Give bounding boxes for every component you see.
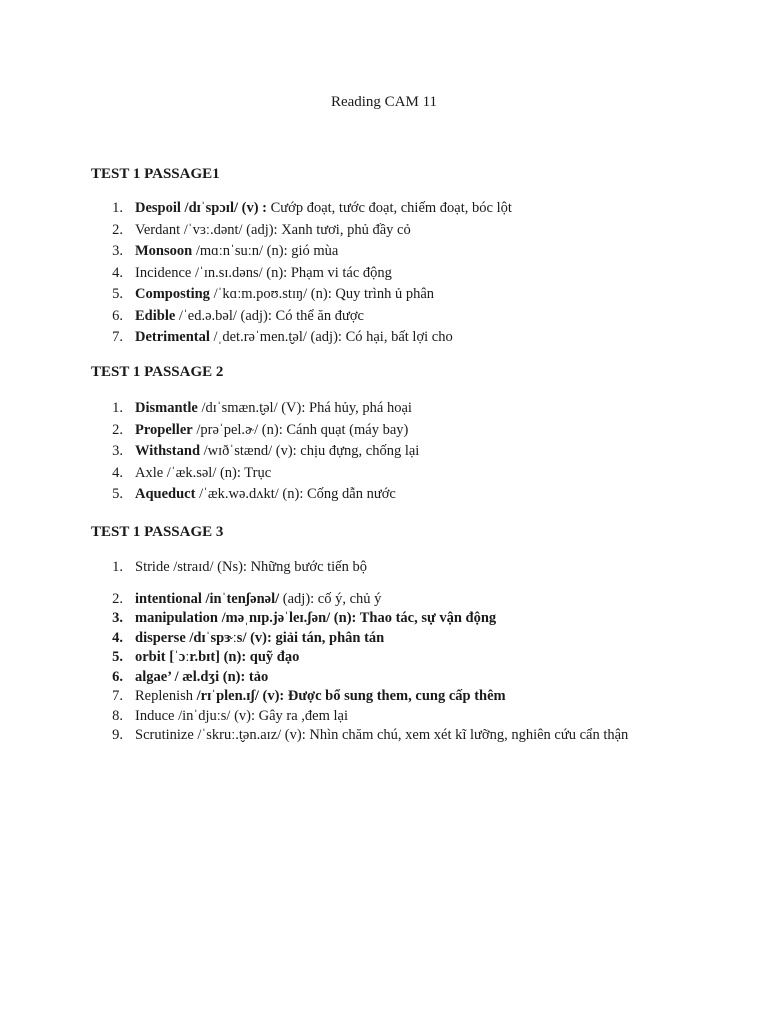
vocab-word: disperse /dɪˈspɝːs/ (v): giải tán, phân tán — [135, 629, 385, 646]
item-number: 8. — [112, 707, 123, 724]
item-number: 1. — [112, 400, 123, 416]
vocab-item — [91, 648, 691, 668]
vocab-word: Incidence /ˈɪn.sɪ.dəns/ (n): Phạm vi tác động — [135, 264, 392, 281]
vocab-word: algae’ / æl.dʒi (n): tảo — [135, 668, 269, 685]
vocab-item — [91, 220, 691, 242]
vocab-definition: /prəˈpel.ɚ/ (n): Cánh quạt (máy bay) — [192, 421, 409, 438]
vocab-item — [91, 668, 691, 688]
section-heading-passage-2: TEST 1 PASSAGE 2 — [91, 364, 224, 380]
item-number: 4. — [112, 264, 123, 281]
vocab-word: orbit [ˈɔːr.bɪt] (n): quỹ đạo — [135, 649, 300, 665]
vocab-word: Despoil /dɪˈspɔɪl/ (v) : — [135, 200, 267, 216]
vocab-word: manipulation /məˌnɪp.jəˈleɪ.ʃən/ (n): Thao tác, sự vận động — [135, 610, 497, 626]
vocab-word: Withstand — [135, 443, 201, 459]
item-number: 7. — [112, 329, 123, 345]
vocab-item — [91, 241, 691, 263]
vocab-word-plain: Replenish — [135, 688, 197, 704]
vocab-item — [91, 398, 691, 420]
vocab-word: Verdant /ˈvɜː.dənt/ (adj): Xanh tươi, phủ đầy cỏ — [135, 221, 411, 238]
item-number: 6. — [112, 307, 123, 324]
vocab-word: intentional /inˈtenʃənəl/ — [135, 590, 280, 607]
document-title: Reading CAM 11 — [330, 94, 438, 110]
vocab-definition: /mɑːnˈsuːn/ (n): gió mùa — [192, 243, 339, 259]
vocab-item — [91, 463, 691, 485]
vocab-definition: /wɪðˈstænd/ (v): chịu đựng, chống lại — [200, 443, 420, 459]
vocab-item — [91, 263, 691, 285]
item-number: 5. — [112, 649, 123, 665]
item-number: 7. — [112, 688, 123, 704]
vocab-item — [91, 441, 691, 463]
vocab-definition: Cướp đoạt, tước đoạt, chiếm đoạt, bóc lột — [267, 200, 512, 216]
item-number: 3. — [112, 443, 123, 459]
vocab-item — [91, 327, 691, 349]
vocab-item — [91, 707, 691, 727]
item-number: 4. — [112, 464, 123, 481]
vocab-word: Edible — [135, 307, 176, 324]
vocab-definition: /ˈed.ə.bəl/ (adj): Có thể ăn được — [175, 307, 364, 324]
vocab-item — [91, 609, 691, 629]
vocab-word: Composting — [135, 286, 210, 302]
vocab-item — [91, 558, 691, 578]
vocab-item — [91, 629, 691, 649]
vocab-word: Aqueduct — [135, 486, 196, 502]
vocab-word: Scrutinize /ˈskruː.t̬ən.aɪz/ (v): Nhìn chăm chú, xem xét kĩ lưỡng, nghiên cứu cẩn thận — [135, 727, 629, 743]
vocab-item — [91, 687, 691, 707]
item-number: 6. — [112, 668, 123, 685]
item-number: 1. — [112, 200, 123, 216]
item-number: 2. — [112, 221, 123, 238]
vocab-item — [91, 726, 691, 745]
vocab-definition: (adj): cố ý, chủ ý — [279, 590, 382, 607]
vocab-list-passage-1 — [91, 198, 691, 349]
vocab-item — [91, 484, 691, 506]
item-number: 2. — [112, 590, 123, 607]
vocab-item — [91, 284, 691, 306]
item-number: 3. — [112, 610, 123, 626]
section-heading-passage-1: TEST 1 PASSAGE1 — [91, 166, 220, 182]
vocab-list-passage-3 — [91, 558, 691, 745]
vocab-item — [91, 420, 691, 442]
vocab-item — [91, 306, 691, 328]
item-number: 1. — [112, 559, 123, 575]
section-heading-passage-3: TEST 1 PASSAGE 3 — [91, 524, 224, 540]
vocab-word: Dismantle — [135, 400, 198, 416]
vocab-definition: /dɪˈsmæn.t̬əl/ (V): Phá hủy, phá hoại — [197, 400, 412, 416]
vocab-word: Propeller — [135, 421, 193, 438]
vocab-definition: (v): Gây ra ,đem lại — [230, 707, 349, 724]
item-number: 4. — [112, 629, 123, 646]
vocab-word: Stride /straɪd/ (Ns): Những bước tiến bộ — [135, 559, 367, 575]
vocab-word: Monsoon — [135, 243, 193, 259]
vocab-list-passage-2 — [91, 398, 691, 506]
vocab-item — [91, 198, 691, 220]
vocab-definition: /ˈæk.wə.dʌkt/ (n): Cống dẫn nước — [195, 486, 396, 502]
item-number: 2. — [112, 421, 123, 438]
vocab-word-bold: /rɪˈplen.ɪʃ/ (v): Được bổ sung them, cung cấp thêm — [196, 688, 506, 704]
vocab-word: Detrimental — [135, 329, 210, 345]
vocab-item — [91, 590, 691, 610]
item-number: 5. — [112, 486, 123, 502]
vocab-word: Axle /ˈæk.səl/ (n): Trục — [135, 464, 272, 481]
item-number: 3. — [112, 243, 123, 259]
vocab-word: Induce /inˈdjuːs/ — [135, 707, 231, 724]
vocab-definition: /ˈkɑːm.poʊ.stɪŋ/ (n): Quy trình ủ phân — [209, 286, 435, 302]
vocab-definition: /ˌdet.rəˈmen.t̬əl/ (adj): Có hại, bất lợi cho — [209, 329, 453, 345]
vocab-word — [135, 688, 506, 704]
item-number: 9. — [112, 727, 123, 743]
item-number: 5. — [112, 286, 123, 302]
